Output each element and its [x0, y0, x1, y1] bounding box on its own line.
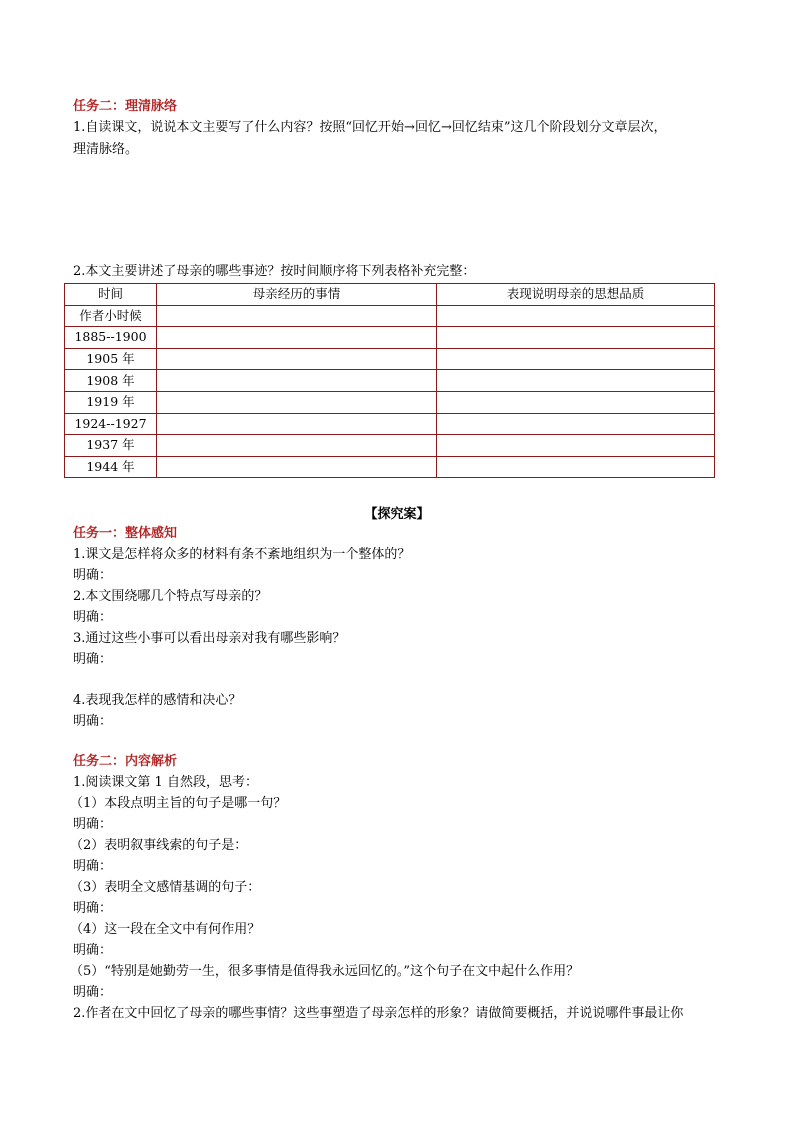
table-row [65, 435, 715, 457]
table-row [65, 413, 715, 435]
cell-event[interactable] [157, 456, 437, 478]
header-event: 母亲经历的事情 [157, 284, 437, 306]
explore-section-title: 【探究案】 [364, 507, 430, 522]
cell-quality[interactable] [437, 413, 715, 435]
table-row [65, 305, 715, 327]
cell-event[interactable] [157, 348, 437, 370]
t1-answer-3: 明确： [73, 652, 113, 667]
t2-sub-3: （3）表明全文感情基调的句子： [70, 880, 261, 895]
t2-sub-4: （4）这一段在全文中有何作用？ [70, 922, 261, 937]
header-quality: 表现说明母亲的思想品质 [437, 284, 715, 306]
cell-event[interactable] [157, 435, 437, 457]
cell-time: 1924--1927 [65, 413, 157, 435]
t2-answer-1: 明确： [73, 817, 113, 832]
table-row [65, 456, 715, 478]
t1-question-1: 1.课文是怎样将众多的材料有条不紊地组织为一个整体的？ [73, 547, 411, 562]
cell-event[interactable] [157, 305, 437, 327]
t2-sub-1: （1）本段点明主旨的句子是哪一句？ [70, 796, 287, 811]
t1-answer-2: 明确： [73, 610, 113, 625]
cell-quality[interactable] [437, 370, 715, 392]
t1-question-4: 4.表现我怎样的感情和决心？ [73, 693, 242, 708]
cell-quality[interactable] [437, 456, 715, 478]
t2-answer-4: 明确： [73, 943, 113, 958]
t2-answer-5: 明确： [73, 985, 113, 1000]
cell-quality[interactable] [437, 435, 715, 457]
t2-sub-5: （5）“特别是她勤劳一生，很多事情是值得我永远回忆的。”这个句子在文中起什么作用？ [70, 964, 580, 979]
cell-time: 1919 年 [65, 391, 157, 413]
cell-event[interactable] [157, 391, 437, 413]
task1-overview-heading: 任务一：整体感知 [73, 526, 178, 541]
table-row [65, 391, 715, 413]
cell-time: 1944 年 [65, 456, 157, 478]
question-1-line-1: 1.自读课文，说说本文主要写了什么内容？按照“回忆开始→回忆→回忆结束”这几个阶段划分文章层次， [73, 120, 667, 135]
cell-event[interactable] [157, 327, 437, 349]
table-header-row [65, 284, 715, 306]
cell-event[interactable] [157, 413, 437, 435]
cell-time: 作者小时候 [65, 305, 157, 327]
t1-question-3: 3.通过这些小事可以看出母亲对我有哪些影响？ [73, 631, 346, 646]
cell-time: 1937 年 [65, 435, 157, 457]
cell-quality[interactable] [437, 305, 715, 327]
t1-question-2: 2.本文围绕哪几个特点写母亲的？ [73, 589, 268, 604]
header-time: 时间 [65, 284, 157, 306]
t2-question-1: 1.阅读课文第 1 自然段，思考： [73, 775, 258, 790]
cell-time: 1885--1900 [65, 327, 157, 349]
table-row [65, 348, 715, 370]
cell-quality[interactable] [437, 391, 715, 413]
t1-answer-4: 明确： [73, 714, 113, 729]
cell-time: 1908 年 [65, 370, 157, 392]
t2-answer-2: 明确： [73, 859, 113, 874]
cell-time: 1905 年 [65, 348, 157, 370]
task2-analysis-heading: 任务二：内容解析 [73, 754, 178, 769]
cell-quality[interactable] [437, 348, 715, 370]
t2-question-2: 2.作者在文中回忆了母亲的哪些事情？这些事塑造了母亲怎样的形象？请做简要概括，并说说哪件事最让你 [73, 1006, 684, 1021]
cell-event[interactable] [157, 370, 437, 392]
t2-sub-2: （2）表明叙事线索的句子是： [70, 838, 248, 853]
t2-answer-3: 明确： [73, 901, 113, 916]
question-2: 2.本文主要讲述了母亲的哪些事迹？按时间顺序将下列表格补充完整： [73, 264, 476, 279]
table-row [65, 327, 715, 349]
task2-sort-heading: 任务二：理清脉络 [73, 99, 178, 114]
table-row [65, 370, 715, 392]
t1-answer-1: 明确： [73, 568, 113, 583]
question-1-line-2: 理清脉络。 [73, 142, 139, 157]
events-table [64, 283, 715, 478]
cell-quality[interactable] [437, 327, 715, 349]
